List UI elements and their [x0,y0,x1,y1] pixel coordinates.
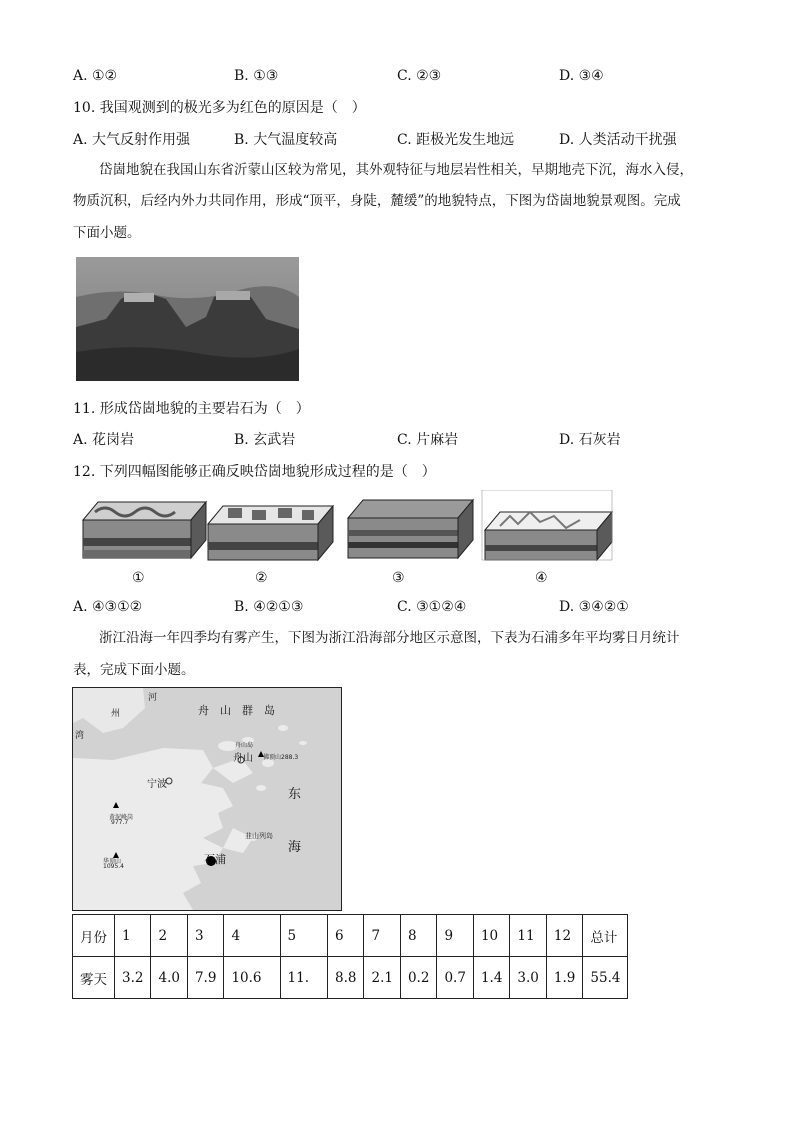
q12-option-b: B. ④②①③ [234,599,304,615]
q9-option-d: D. ③④ [559,68,604,84]
map-label-east: 东 [288,787,302,802]
q11-option-b: B. 玄武岩 [234,432,296,448]
map-label-zhou: 州 [111,709,121,719]
q12-figure-label-4: ④ [535,570,548,586]
table-cell: 雾天 [73,957,115,999]
map-label-wan: 湾 [75,731,85,741]
table-cell: 10 [473,915,509,957]
q11-option-c: C. 片麻岩 [397,432,459,448]
map-label-he: 河 [148,693,158,703]
q9-option-a: A. ①② [73,68,118,84]
table-row [73,957,628,999]
passage2-line1: 浙江沿海一年四季均有雾产生，下图为浙江沿海部分地区示意图，下表为石浦多年平均雾日月统计 [99,630,680,646]
table-cell: 55.4 [583,957,628,999]
q12-figure-label-2: ② [255,570,268,586]
q10-stem: 10. 我国观测到的极光多为红色的原因是（ ） [73,100,366,116]
table-cell: 1.4 [473,957,509,999]
map-label-jiushan: 韭山列岛 [245,832,273,840]
map-label-mt2: 华顶山 [103,858,122,865]
q12-stem: 12. 下列四幅图能够正确反映岱崮地貌形成过程的是（ ） [73,464,436,480]
q12-option-d: D. ③④②① [559,599,629,615]
table-cell: 6 [328,915,364,957]
map-label-ningbo: 宁波 [147,779,167,790]
q11-option-a: A. 花岗岩 [73,432,135,448]
table-cell: 5 [280,915,327,957]
table-cell: 月份 [73,915,115,957]
landform-process-figures [80,490,620,580]
map-label-mt1-height: 977.7 [111,819,129,826]
q11-stem: 11. 形成岱崮地貌的主要岩石为（ ） [73,401,310,417]
daigu-landform-photo [76,257,299,381]
table-cell: 8.8 [328,957,364,999]
q12-option-c: C. ③①②④ [397,599,467,615]
q10-option-d: D. 人类活动干扰强 [559,132,677,148]
fog-days-table [72,914,628,999]
table-cell: 3.0 [510,957,546,999]
table-cell: 9 [437,915,473,957]
q12-option-a: A. ④③①② [73,599,143,615]
q9-option-c: C. ②③ [397,68,442,84]
block-diagram-2 [208,506,333,560]
table-cell: 3 [187,915,223,957]
table-cell: 8 [400,915,436,957]
table-cell: 1.9 [546,957,582,999]
map-label-sea: 海 [288,840,302,855]
table-cell: 3.2 [115,957,151,999]
map-label-peak: 佛顶山288.3 [263,754,299,761]
table-cell: 11 [510,915,546,957]
map-label-zhoushan-island: 舟山岛 [235,742,254,749]
map-label-mt1: 黄泥峰岗 [109,814,134,821]
table-cell: 0.7 [437,957,473,999]
zhejiang-coast-map [72,687,342,911]
q10-option-c: C. 距极光发生地远 [397,132,515,148]
passage1-line2: 物质沉积，后经内外力共同作用，形成“顶平，身陡，麓缓”的地貌特点，下图为岱崮地貌景观图。完成 [73,193,681,209]
q10-option-b: B. 大气温度较高 [234,132,338,148]
table-cell: 总计 [583,915,628,957]
q10-option-a: A. 大气反射作用强 [73,132,191,148]
table-cell: 2 [151,915,187,957]
map-label-mt2-height: 1095.4 [103,863,124,870]
table-cell: 2.1 [364,957,400,999]
map-label-shipu: 石浦 [204,853,226,866]
table-cell: 4.0 [151,957,187,999]
table-cell: 7 [364,915,400,957]
q12-figure-label-1: ① [132,570,145,586]
table-cell: 4 [224,915,280,957]
block-diagram-4 [482,490,612,560]
table-cell: 12 [546,915,582,957]
table-cell: 0.2 [400,957,436,999]
table-row [73,915,628,957]
map-label-zhoushan: 舟山 [233,753,253,764]
table-cell: 10.6 [224,957,280,999]
passage1-line1: 岱崮地貌在我国山东省沂蒙山区较为常见，其外观特征与地层岩性相关，早期地壳下沉，海水入侵， [99,162,693,178]
passage2-line2: 表，完成下面小题。 [73,662,195,678]
passage1-line3: 下面小题。 [73,225,141,241]
q9-option-b: B. ①③ [234,68,279,84]
q11-option-d: D. 石灰岩 [559,432,621,448]
q12-figure-label-3: ③ [392,570,405,586]
map-label-zhoushan-islands: 舟 山 群 岛 [198,704,275,717]
block-diagram-1 [83,502,206,558]
block-diagram-3 [348,500,473,558]
table-cell: 1 [115,915,151,957]
table-cell: 7.9 [187,957,223,999]
table-cell: 11. [280,957,327,999]
